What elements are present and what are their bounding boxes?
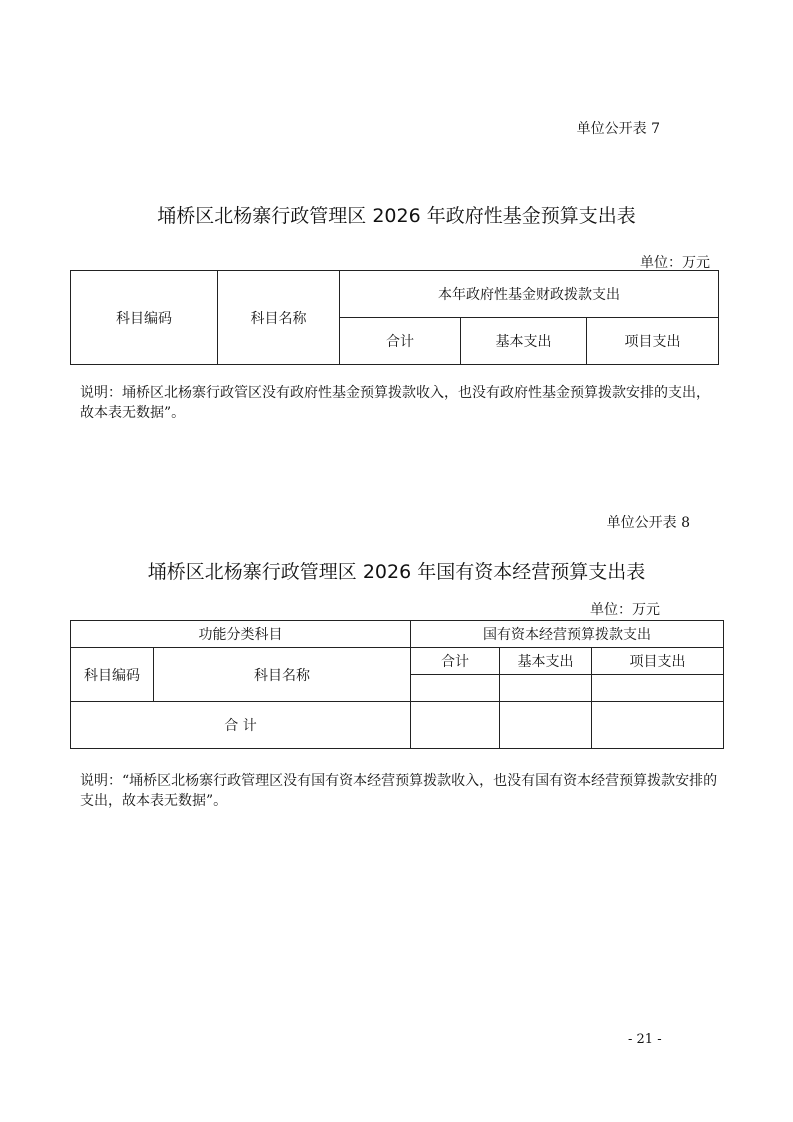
header-subject-code: 科目编码 bbox=[71, 648, 154, 702]
header-total: 合计 bbox=[411, 648, 500, 675]
total-row-label: 合 计 bbox=[71, 702, 411, 749]
page-title-8: 埇桥区北杨寨行政管理区 2026 年国有资本经营预算支出表 bbox=[147, 561, 646, 583]
budget-table-7 bbox=[70, 270, 719, 365]
header-total: 合计 bbox=[340, 318, 461, 365]
empty-cell bbox=[500, 702, 592, 749]
header-project: 项目支出 bbox=[592, 648, 724, 675]
header-project: 项目支出 bbox=[587, 318, 719, 365]
note-7: 说明：埇桥区北杨寨行政管区没有政府性基金预算拨款收入，也没有政府性基金预算拨款安排的支出，故本表无数据”。 bbox=[80, 385, 710, 421]
budget-table-8 bbox=[70, 620, 724, 749]
empty-cell bbox=[592, 675, 724, 702]
page-number: - 21 - bbox=[628, 1032, 662, 1047]
empty-cell bbox=[411, 675, 500, 702]
header-func-class: 功能分类科目 bbox=[71, 621, 411, 648]
header-basic: 基本支出 bbox=[461, 318, 587, 365]
unit-label-7: 单位：万元 bbox=[640, 255, 710, 271]
empty-cell bbox=[592, 702, 724, 749]
empty-cell bbox=[411, 702, 500, 749]
header-basic: 基本支出 bbox=[500, 648, 592, 675]
table-code-7: 单位公开表 7 bbox=[576, 121, 660, 137]
note-8: 说明：“埇桥区北杨寨行政管理区没有国有资本经营预算拨款收入，也没有国有资本经营预算拨款安排的支出，故本表无数据”。 bbox=[80, 773, 718, 809]
header-subject-name: 科目名称 bbox=[218, 271, 340, 365]
header-group: 本年政府性基金财政拨款支出 bbox=[340, 271, 719, 318]
header-subject-code: 科目编码 bbox=[71, 271, 218, 365]
table-code-8: 单位公开表 8 bbox=[606, 515, 690, 531]
empty-cell bbox=[500, 675, 592, 702]
header-group: 国有资本经营预算拨款支出 bbox=[411, 621, 724, 648]
header-subject-name: 科目名称 bbox=[154, 648, 411, 702]
unit-label-8: 单位：万元 bbox=[590, 602, 660, 618]
page-title-7: 埇桥区北杨寨行政管理区 2026 年政府性基金预算支出表 bbox=[157, 205, 636, 227]
